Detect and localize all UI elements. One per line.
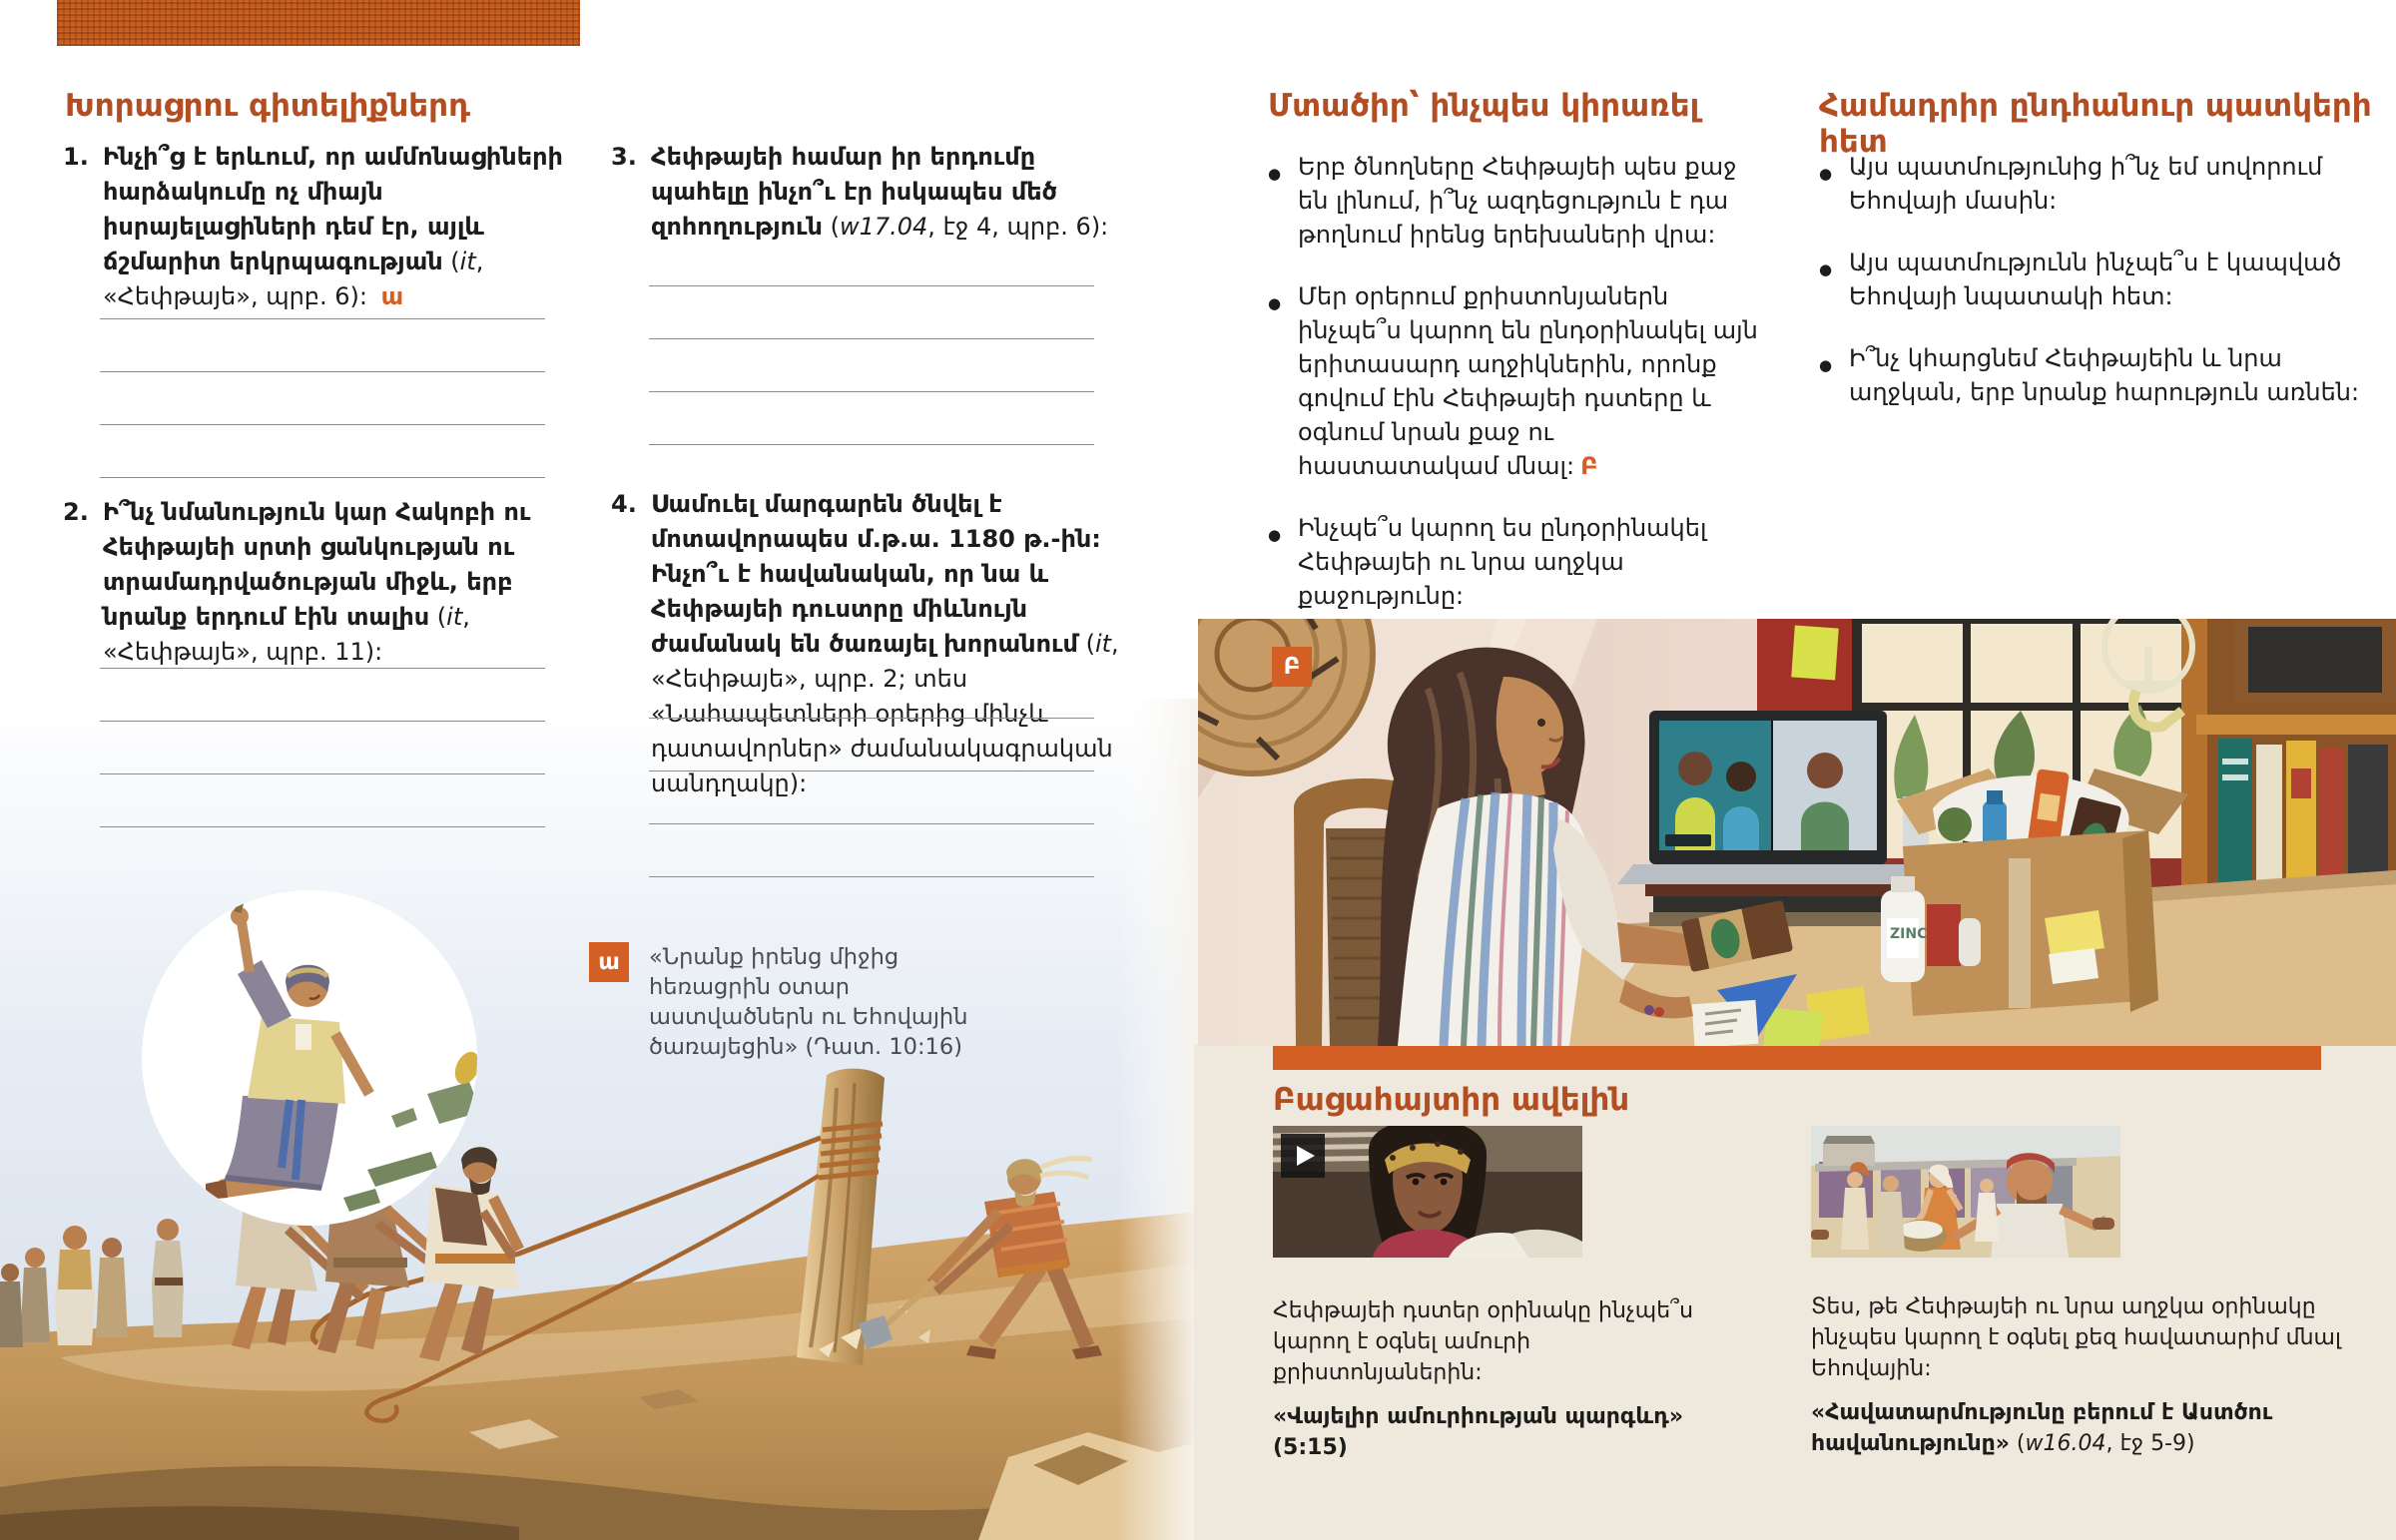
question-text: Հեփթայեի համար իր երդումը պահելը ինչո՞ւ էր իսկապես մեծ զոհողություն (w17.04, էջ 4, պրբ. 6): xyxy=(651,143,1109,241)
wall-note xyxy=(1791,626,1839,681)
bullet-dot: ● xyxy=(1819,356,1833,374)
question-number: 3. xyxy=(611,143,637,171)
bullet-dot: ● xyxy=(1819,165,1833,183)
right-fade xyxy=(1118,699,1198,1540)
caption-title: «Հավատարմությունը բերում է Աստծու հավանությունը» (w16.04, էջ 5-9) xyxy=(1811,1400,2273,1456)
bullet-item: ● Մեր օրերում քրիստոնյաներն ինչպե՞ս կարող են ընդօրինակել այն երիտասարդ աղջիկներին, որոնք գովում էին Հեփթայեի դստերը և օգնում նրան քաջ ու հաստատակամ մնալ: Բ xyxy=(1268,279,1759,483)
section-heading-discover: Բացահայտիր ավելին xyxy=(1273,1082,1630,1118)
callout-text: «Նրանք իրենց միջից հեռացրին օտար աստվածներն ու Եհովային ծառայեցին» (Դատ. 10:16) xyxy=(649,944,968,1060)
bullet-dot: ● xyxy=(1819,260,1833,278)
bullet-item: ● Ի՞նչ կհարցնեմ Հեփթայեին և նրա աղջկան, երբ նրանք հարություն առնեն: xyxy=(1819,341,2363,409)
care-package-photo xyxy=(1198,619,2396,1046)
section-heading-deepen: Խորացրու գիտելիքներդ xyxy=(65,88,471,124)
section-heading-apply: Մտածիր՝ ինչպես կիրառել xyxy=(1268,88,1700,124)
bullet-dot: ● xyxy=(1268,165,1282,183)
divider-bar xyxy=(1273,1046,2321,1070)
photo-ref-b: Բ xyxy=(1580,452,1598,480)
question-3 xyxy=(611,140,1130,245)
small-box xyxy=(1927,904,1961,966)
article-thumbnail-faithfulness[interactable] xyxy=(1811,1126,2120,1258)
photo-marker-b: Բ xyxy=(1272,647,1312,687)
bullet-dot: ● xyxy=(1268,294,1282,312)
callout-ref-a: ա xyxy=(380,282,404,310)
bullet-dot: ● xyxy=(1268,526,1282,544)
svg-text:ZINC: ZINC xyxy=(1890,926,1928,942)
bullet-item: ● Ինչպե՞ս կարող ես ընդօրինակել Հեփթայեի ու նրա աղջկա քաջությունը: xyxy=(1268,511,1759,613)
caption-article xyxy=(1811,1291,2355,1459)
bullet-item: ● Երբ ծնողները Հեփթայեի պես քաջ են լինում, ի՞նչ ազդեցություն է դա թողնում իրենց երեխաների վրա: xyxy=(1268,150,1759,252)
shipping-label xyxy=(2045,910,2104,956)
bigpicture-bullets xyxy=(1819,150,2363,437)
care-package-box xyxy=(1897,769,2188,1016)
scripture-callout xyxy=(589,942,998,1062)
answer-lines-q4 xyxy=(649,666,1094,877)
thumb1-svg xyxy=(1273,1126,1582,1258)
question-text: Ի՞նչ նմանություն կար Հակոբի ու Հեփթայեի սրտի ցանկության ու տրամադրվածության միջև, երբ նրանք երդում էին տալիս (it, «Հեփթայե», պրբ. 11): xyxy=(103,498,531,666)
caption-text: Տես, թե Հեփթայեի ու նրա աղջկա օրինակը ինչպես կարող է օգնել քեզ հավատարիմ մնալ Եհովային: xyxy=(1811,1294,2341,1381)
photo-svg xyxy=(1198,619,2396,1046)
video-call-screen xyxy=(1659,721,1877,850)
bullet-item: ● Այս պատմությունն ինչպե՞ս է կապված Եհովայի նպատակի հետ: xyxy=(1819,246,2363,313)
section-heading-bigpicture: Համադրիր ընդհանուր պատկերի հետ xyxy=(1819,88,2372,160)
question-text: Ինչի՞ց է երևում, որ ամմոնացիների հարձակումը ոչ միայն իսրայելացիների դեմ էր, այլև ճշմարիտ երկրպագության (it, «Հեփթայե», պրբ. 6): ա xyxy=(103,143,563,310)
answer-lines-q3 xyxy=(649,234,1094,445)
bullet-item: ● Այս պատմությունից ի՞նչ եմ սովորում Եհովայի մասին: xyxy=(1819,150,2363,218)
answer-lines-q2 xyxy=(100,616,545,827)
answer-lines-q1 xyxy=(100,266,545,478)
caption-title: «Վայելիր ամուրիության պարգևդ» (5:15) xyxy=(1273,1404,1684,1460)
question-text: Սամուել մարգարեն ծնվել է մոտավորապես մ.թ.ա. 1180 թ.-ին: Ինչո՞ւ է հավանական, որ նա և Հեփթայեի դուստրը միևնույն ժամանակ են ծառայել խորանում (it, «Հեփթայե», պրբ. 2; տես «Նահապետների օրերից մինչև դատավորներ» ժամանակագրական սանդղակը): xyxy=(651,490,1119,797)
question-number: 1. xyxy=(63,143,89,171)
video-thumbnail-singleness[interactable] xyxy=(1273,1126,1582,1258)
question-number: 2. xyxy=(63,498,89,526)
caption-text: Հեփթայեի դստեր օրինակը ինչպե՞ս կարող է օգնել ամուրի քրիստոնյաներին: xyxy=(1273,1298,1694,1385)
question-number: 4. xyxy=(611,490,637,518)
caption-video xyxy=(1273,1295,1742,1463)
laptop xyxy=(1617,711,1923,926)
thumb2-svg xyxy=(1811,1126,2120,1258)
callout-marker-a: ա xyxy=(589,942,629,982)
apply-bullets xyxy=(1268,150,1759,641)
masthead-banner xyxy=(57,0,580,46)
